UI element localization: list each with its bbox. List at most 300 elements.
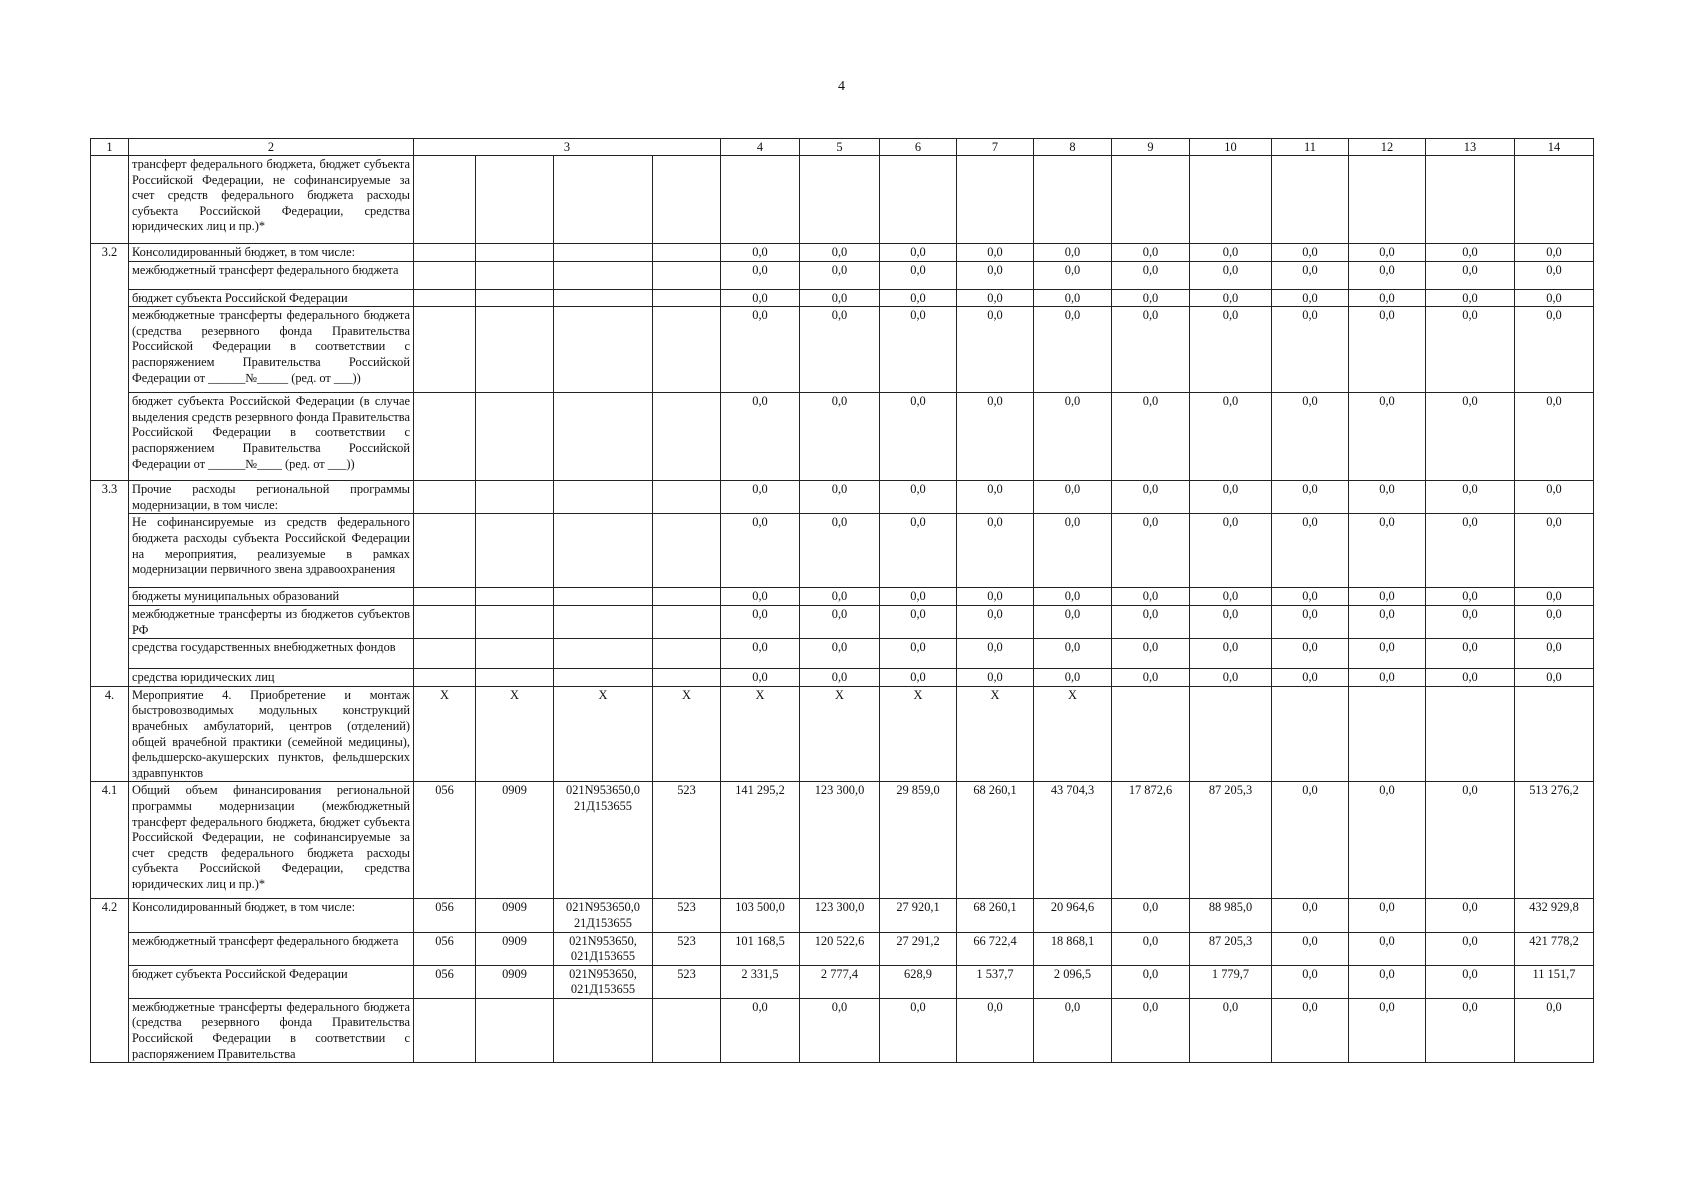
value-cell: 0,0 bbox=[1426, 289, 1515, 307]
budget-code-cell bbox=[554, 514, 653, 588]
value-cell: 2 777,4 bbox=[800, 965, 880, 998]
column-number: 7 bbox=[957, 139, 1034, 156]
value-cell: 0,0 bbox=[1272, 669, 1349, 687]
budget-code-cell: 021N953650, 021Д153655 bbox=[554, 965, 653, 998]
value-cell: 0,0 bbox=[1426, 965, 1515, 998]
table-row bbox=[91, 481, 1594, 514]
budget-code-cell bbox=[476, 289, 554, 307]
budget-code-cell bbox=[476, 669, 554, 687]
column-number: 11 bbox=[1272, 139, 1349, 156]
value-cell bbox=[1349, 686, 1426, 782]
value-cell: 0,0 bbox=[1190, 481, 1272, 514]
value-cell: 0,0 bbox=[800, 244, 880, 262]
budget-code-cell bbox=[476, 481, 554, 514]
row-description: Общий объем финансирования региональной программы модернизации (межбюджетный трансферт федерального бюджета, бюджет субъекта Российской Федерации, не софинансируемые за счет средств федерального бюджета расходы субъекта Российской Федерации, средства юридических лиц и пр.)* bbox=[129, 782, 414, 899]
financing-table bbox=[90, 138, 1594, 1063]
value-cell: 0,0 bbox=[1112, 639, 1190, 669]
value-cell: 0,0 bbox=[1190, 244, 1272, 262]
value-cell: 0,0 bbox=[1349, 932, 1426, 965]
value-cell: 0,0 bbox=[1034, 289, 1112, 307]
table-row bbox=[91, 782, 1594, 899]
budget-code-cell: X bbox=[554, 686, 653, 782]
value-cell: 0,0 bbox=[1112, 514, 1190, 588]
value-cell: 0,0 bbox=[1190, 261, 1272, 289]
budget-code-cell bbox=[554, 393, 653, 481]
value-cell: 0,0 bbox=[1272, 307, 1349, 393]
value-cell bbox=[800, 156, 880, 244]
value-cell: 0,0 bbox=[1034, 307, 1112, 393]
budget-code-cell bbox=[476, 605, 554, 638]
value-cell: 0,0 bbox=[957, 588, 1034, 606]
row-description: межбюджетные трансферты из бюджетов субъектов РФ bbox=[129, 605, 414, 638]
value-cell: 120 522,6 bbox=[800, 932, 880, 965]
value-cell: 0,0 bbox=[1515, 605, 1594, 638]
budget-code-cell: 523 bbox=[653, 899, 721, 932]
value-cell: 0,0 bbox=[1515, 481, 1594, 514]
value-cell: 0,0 bbox=[1034, 393, 1112, 481]
value-cell: 0,0 bbox=[800, 639, 880, 669]
budget-code-cell bbox=[554, 605, 653, 638]
row-number bbox=[91, 156, 129, 244]
value-cell: 0,0 bbox=[1515, 588, 1594, 606]
value-cell: 0,0 bbox=[880, 289, 957, 307]
budget-code-cell bbox=[653, 481, 721, 514]
value-cell: 88 985,0 bbox=[1190, 899, 1272, 932]
value-cell: 123 300,0 bbox=[800, 782, 880, 899]
value-cell: 0,0 bbox=[1426, 605, 1515, 638]
column-number: 6 bbox=[880, 139, 957, 156]
column-number: 2 bbox=[129, 139, 414, 156]
value-cell: 0,0 bbox=[1426, 639, 1515, 669]
value-cell: 0,0 bbox=[1426, 669, 1515, 687]
row-description: Консолидированный бюджет, в том числе: bbox=[129, 899, 414, 932]
budget-code-cell bbox=[653, 588, 721, 606]
value-cell: 18 868,1 bbox=[1034, 932, 1112, 965]
budget-code-cell bbox=[653, 261, 721, 289]
row-description: бюджеты муниципальных образований bbox=[129, 588, 414, 606]
value-cell bbox=[1515, 156, 1594, 244]
value-cell: 0,0 bbox=[880, 514, 957, 588]
row-number: 4. bbox=[91, 686, 129, 782]
value-cell: 0,0 bbox=[957, 639, 1034, 669]
budget-code-cell bbox=[476, 244, 554, 262]
value-cell: 87 205,3 bbox=[1190, 932, 1272, 965]
value-cell: 0,0 bbox=[880, 998, 957, 1062]
value-cell: 0,0 bbox=[1272, 998, 1349, 1062]
row-number: 3.3 bbox=[91, 481, 129, 687]
value-cell: 0,0 bbox=[1112, 588, 1190, 606]
value-cell: 0,0 bbox=[1349, 307, 1426, 393]
value-cell: 0,0 bbox=[1034, 481, 1112, 514]
value-cell: 0,0 bbox=[1426, 899, 1515, 932]
row-description: межбюджетный трансферт федерального бюджета bbox=[129, 932, 414, 965]
budget-code-cell bbox=[653, 639, 721, 669]
value-cell: 0,0 bbox=[721, 639, 800, 669]
budget-code-cell bbox=[414, 605, 476, 638]
value-cell: 0,0 bbox=[1426, 782, 1515, 899]
value-cell: 0,0 bbox=[800, 261, 880, 289]
value-cell: 0,0 bbox=[1349, 669, 1426, 687]
row-description: межбюджетные трансферты федерального бюджета (средства резервного фонда Правительства Российской Федерации в соответствии с распоряжением Правительства Российской Федерации от ______№_____ (ред. от ___)) bbox=[129, 307, 414, 393]
value-cell: 0,0 bbox=[880, 669, 957, 687]
value-cell: 0,0 bbox=[880, 639, 957, 669]
budget-code-cell bbox=[414, 998, 476, 1062]
value-cell: 0,0 bbox=[1034, 588, 1112, 606]
budget-code-cell bbox=[653, 514, 721, 588]
budget-code-cell bbox=[476, 639, 554, 669]
value-cell: 0,0 bbox=[800, 514, 880, 588]
budget-code-cell bbox=[653, 998, 721, 1062]
value-cell: 0,0 bbox=[1272, 514, 1349, 588]
row-description: Не софинансируемые из средств федерального бюджета расходы субъекта Российской Федерации на мероприятия, реализуемые в рамках модернизации первичного звена здравоохранения bbox=[129, 514, 414, 588]
table-row bbox=[91, 669, 1594, 687]
value-cell: 0,0 bbox=[1272, 289, 1349, 307]
value-cell: 68 260,1 bbox=[957, 899, 1034, 932]
table-row bbox=[91, 244, 1594, 262]
value-cell bbox=[1034, 156, 1112, 244]
table-row bbox=[91, 899, 1594, 932]
value-cell: 0,0 bbox=[957, 514, 1034, 588]
value-cell: 0,0 bbox=[800, 998, 880, 1062]
budget-code-cell bbox=[476, 261, 554, 289]
value-cell: 0,0 bbox=[1349, 244, 1426, 262]
budget-code-cell bbox=[554, 156, 653, 244]
table-row bbox=[91, 393, 1594, 481]
value-cell: 68 260,1 bbox=[957, 782, 1034, 899]
budget-code-cell: 523 bbox=[653, 965, 721, 998]
budget-code-cell bbox=[554, 307, 653, 393]
value-cell: 0,0 bbox=[957, 481, 1034, 514]
budget-code-cell bbox=[554, 481, 653, 514]
budget-code-cell bbox=[476, 588, 554, 606]
value-cell bbox=[957, 156, 1034, 244]
value-cell: 0,0 bbox=[1034, 669, 1112, 687]
value-cell: 0,0 bbox=[1426, 244, 1515, 262]
table-row bbox=[91, 261, 1594, 289]
value-cell: X bbox=[1034, 686, 1112, 782]
value-cell: 1 779,7 bbox=[1190, 965, 1272, 998]
value-cell: 0,0 bbox=[1034, 605, 1112, 638]
row-description: бюджет субъекта Российской Федерации bbox=[129, 965, 414, 998]
value-cell: 20 964,6 bbox=[1034, 899, 1112, 932]
table-row bbox=[91, 307, 1594, 393]
value-cell bbox=[1272, 686, 1349, 782]
value-cell bbox=[1112, 156, 1190, 244]
value-cell: 0,0 bbox=[1112, 393, 1190, 481]
budget-code-cell bbox=[414, 307, 476, 393]
value-cell: 0,0 bbox=[1349, 261, 1426, 289]
value-cell: 0,0 bbox=[1349, 605, 1426, 638]
value-cell: 29 859,0 bbox=[880, 782, 957, 899]
value-cell: 0,0 bbox=[1112, 244, 1190, 262]
value-cell bbox=[1349, 156, 1426, 244]
budget-code-cell bbox=[554, 244, 653, 262]
budget-code-cell bbox=[653, 289, 721, 307]
value-cell bbox=[1190, 686, 1272, 782]
row-description: межбюджетные трансферты федерального бюджета (средства резервного фонда Правительства Российской Федерации в соответствии с распоряжением Правительства bbox=[129, 998, 414, 1062]
value-cell: 1 537,7 bbox=[957, 965, 1034, 998]
value-cell: 0,0 bbox=[1190, 639, 1272, 669]
budget-code-cell bbox=[414, 481, 476, 514]
value-cell: 0,0 bbox=[800, 588, 880, 606]
value-cell: 0,0 bbox=[1426, 932, 1515, 965]
column-number: 9 bbox=[1112, 139, 1190, 156]
value-cell: 0,0 bbox=[957, 307, 1034, 393]
value-cell bbox=[1426, 156, 1515, 244]
value-cell: 0,0 bbox=[1349, 782, 1426, 899]
value-cell: 0,0 bbox=[1426, 307, 1515, 393]
value-cell: 101 168,5 bbox=[721, 932, 800, 965]
column-number: 12 bbox=[1349, 139, 1426, 156]
value-cell: X bbox=[957, 686, 1034, 782]
value-cell: 0,0 bbox=[800, 307, 880, 393]
value-cell: 0,0 bbox=[880, 261, 957, 289]
value-cell: 0,0 bbox=[1272, 481, 1349, 514]
budget-code-cell: 0909 bbox=[476, 782, 554, 899]
budget-code-cell bbox=[653, 244, 721, 262]
value-cell bbox=[1515, 686, 1594, 782]
value-cell: 0,0 bbox=[1515, 244, 1594, 262]
budget-code-cell: X bbox=[476, 686, 554, 782]
row-description: Прочие расходы региональной программы модернизации, в том числе: bbox=[129, 481, 414, 514]
value-cell bbox=[1426, 686, 1515, 782]
value-cell: 27 291,2 bbox=[880, 932, 957, 965]
budget-code-cell bbox=[653, 605, 721, 638]
budget-code-cell: 021N953650, 021Д153655 bbox=[554, 932, 653, 965]
value-cell: 0,0 bbox=[1190, 998, 1272, 1062]
value-cell: 0,0 bbox=[1272, 932, 1349, 965]
value-cell: 0,0 bbox=[1426, 514, 1515, 588]
value-cell: 0,0 bbox=[1112, 481, 1190, 514]
value-cell: 0,0 bbox=[721, 307, 800, 393]
table-row bbox=[91, 932, 1594, 965]
value-cell: 0,0 bbox=[721, 244, 800, 262]
budget-code-cell bbox=[653, 156, 721, 244]
value-cell: 0,0 bbox=[1515, 639, 1594, 669]
budget-code-cell bbox=[476, 393, 554, 481]
value-cell: 0,0 bbox=[1034, 639, 1112, 669]
value-cell: 0,0 bbox=[1349, 393, 1426, 481]
value-cell: 0,0 bbox=[1112, 289, 1190, 307]
value-cell: 0,0 bbox=[1426, 588, 1515, 606]
row-description: бюджет субъекта Российской Федерации (в случае выделения средств резервного фонда Правительства Российской Федерации в соответствии с распоряжением Правительства Российской Федерации от ______№____ (ред. от ___)) bbox=[129, 393, 414, 481]
budget-code-cell bbox=[653, 393, 721, 481]
value-cell: 123 300,0 bbox=[800, 899, 880, 932]
table-row bbox=[91, 605, 1594, 638]
value-cell: 0,0 bbox=[1349, 639, 1426, 669]
value-cell: 0,0 bbox=[1034, 998, 1112, 1062]
value-cell: 0,0 bbox=[1190, 307, 1272, 393]
value-cell: 0,0 bbox=[957, 289, 1034, 307]
budget-code-cell bbox=[414, 156, 476, 244]
value-cell: 0,0 bbox=[1190, 289, 1272, 307]
budget-code-cell bbox=[554, 998, 653, 1062]
value-cell: 0,0 bbox=[721, 998, 800, 1062]
value-cell: 0,0 bbox=[1034, 514, 1112, 588]
budget-code-cell: X bbox=[653, 686, 721, 782]
value-cell: 0,0 bbox=[721, 481, 800, 514]
budget-code-cell: 523 bbox=[653, 932, 721, 965]
row-description: Мероприятие 4. Приобретение и монтаж быстровозводимых модульных конструкций врачебных амбулаторий, центров (отделений) общей врачебной практики (семейной медицины), фельдшерско-акушерских пунктов, фельдшерских здравпунктов bbox=[129, 686, 414, 782]
budget-code-cell: 056 bbox=[414, 932, 476, 965]
column-number: 13 bbox=[1426, 139, 1515, 156]
value-cell: 0,0 bbox=[1349, 514, 1426, 588]
column-number: 8 bbox=[1034, 139, 1112, 156]
value-cell: 0,0 bbox=[1349, 289, 1426, 307]
value-cell: 0,0 bbox=[1190, 393, 1272, 481]
column-number: 5 bbox=[800, 139, 880, 156]
budget-code-cell bbox=[653, 669, 721, 687]
budget-code-cell: 056 bbox=[414, 782, 476, 899]
value-cell: 513 276,2 bbox=[1515, 782, 1594, 899]
table-row bbox=[91, 514, 1594, 588]
value-cell: 0,0 bbox=[1515, 393, 1594, 481]
value-cell: 0,0 bbox=[1349, 588, 1426, 606]
value-cell: 0,0 bbox=[1272, 588, 1349, 606]
value-cell: 0,0 bbox=[721, 289, 800, 307]
budget-code-cell bbox=[554, 669, 653, 687]
row-description: бюджет субъекта Российской Федерации bbox=[129, 289, 414, 307]
table-row bbox=[91, 639, 1594, 669]
value-cell: 87 205,3 bbox=[1190, 782, 1272, 899]
value-cell: 421 778,2 bbox=[1515, 932, 1594, 965]
value-cell: 43 704,3 bbox=[1034, 782, 1112, 899]
row-description: Консолидированный бюджет, в том числе: bbox=[129, 244, 414, 262]
value-cell: 0,0 bbox=[1112, 965, 1190, 998]
value-cell: 0,0 bbox=[800, 669, 880, 687]
value-cell bbox=[721, 156, 800, 244]
value-cell: X bbox=[721, 686, 800, 782]
budget-code-cell: 523 bbox=[653, 782, 721, 899]
page-number: 4 bbox=[838, 79, 845, 94]
budget-code-cell: 0909 bbox=[476, 932, 554, 965]
table-row bbox=[91, 998, 1594, 1062]
column-number: 14 bbox=[1515, 139, 1594, 156]
budget-code-cell bbox=[554, 261, 653, 289]
value-cell: 0,0 bbox=[1272, 605, 1349, 638]
budget-code-cell bbox=[476, 998, 554, 1062]
value-cell bbox=[880, 156, 957, 244]
budget-code-cell bbox=[476, 156, 554, 244]
value-cell: 0,0 bbox=[1272, 244, 1349, 262]
value-cell: 103 500,0 bbox=[721, 899, 800, 932]
value-cell: 0,0 bbox=[1349, 899, 1426, 932]
value-cell: 0,0 bbox=[1426, 998, 1515, 1062]
value-cell: 17 872,6 bbox=[1112, 782, 1190, 899]
column-number: 10 bbox=[1190, 139, 1272, 156]
value-cell: 0,0 bbox=[1272, 965, 1349, 998]
value-cell: 0,0 bbox=[880, 307, 957, 393]
budget-code-cell: 021N953650,0 21Д153655 bbox=[554, 899, 653, 932]
budget-code-cell: 0909 bbox=[476, 965, 554, 998]
value-cell: 0,0 bbox=[880, 393, 957, 481]
column-number: 4 bbox=[721, 139, 800, 156]
value-cell: 0,0 bbox=[1515, 289, 1594, 307]
value-cell: 0,0 bbox=[1272, 782, 1349, 899]
value-cell: 0,0 bbox=[957, 393, 1034, 481]
table-row bbox=[91, 686, 1594, 782]
value-cell bbox=[1112, 686, 1190, 782]
value-cell: 0,0 bbox=[800, 289, 880, 307]
value-cell: 0,0 bbox=[1112, 669, 1190, 687]
budget-code-cell bbox=[476, 514, 554, 588]
value-cell: 0,0 bbox=[1349, 965, 1426, 998]
budget-code-cell bbox=[414, 261, 476, 289]
value-cell: 0,0 bbox=[1190, 514, 1272, 588]
value-cell: 0,0 bbox=[1272, 899, 1349, 932]
value-cell: 0,0 bbox=[1112, 998, 1190, 1062]
value-cell: 0,0 bbox=[800, 605, 880, 638]
budget-code-cell bbox=[414, 588, 476, 606]
value-cell: 0,0 bbox=[1515, 307, 1594, 393]
value-cell: X bbox=[800, 686, 880, 782]
budget-code-cell: 0909 bbox=[476, 899, 554, 932]
value-cell: 0,0 bbox=[1515, 261, 1594, 289]
value-cell: 0,0 bbox=[1112, 307, 1190, 393]
budget-code-cell bbox=[414, 669, 476, 687]
value-cell: 0,0 bbox=[880, 588, 957, 606]
value-cell: 0,0 bbox=[957, 998, 1034, 1062]
row-number: 4.2 bbox=[91, 899, 129, 1063]
budget-code-cell bbox=[414, 289, 476, 307]
value-cell: 0,0 bbox=[1112, 605, 1190, 638]
value-cell: 0,0 bbox=[1034, 244, 1112, 262]
value-cell: 0,0 bbox=[1272, 261, 1349, 289]
budget-code-cell bbox=[414, 514, 476, 588]
value-cell: 628,9 bbox=[880, 965, 957, 998]
value-cell: 0,0 bbox=[721, 261, 800, 289]
value-cell: 0,0 bbox=[721, 605, 800, 638]
value-cell: 0,0 bbox=[1426, 393, 1515, 481]
table-row bbox=[91, 156, 1594, 244]
value-cell: 0,0 bbox=[1349, 998, 1426, 1062]
value-cell: 0,0 bbox=[1190, 588, 1272, 606]
budget-code-cell bbox=[414, 244, 476, 262]
value-cell: 27 920,1 bbox=[880, 899, 957, 932]
value-cell: 0,0 bbox=[880, 481, 957, 514]
value-cell: 0,0 bbox=[1034, 261, 1112, 289]
value-cell: 432 929,8 bbox=[1515, 899, 1594, 932]
value-cell: 0,0 bbox=[800, 393, 880, 481]
row-description: средства юридических лиц bbox=[129, 669, 414, 687]
row-description: трансферт федерального бюджета, бюджет субъекта Российской Федерации, не софинансируемые за счет средств федерального бюджета расходы субъекта Российской Федерации, средства юридических лиц и пр.)* bbox=[129, 156, 414, 244]
value-cell: 0,0 bbox=[1426, 481, 1515, 514]
value-cell: 0,0 bbox=[1349, 481, 1426, 514]
value-cell: 0,0 bbox=[957, 244, 1034, 262]
budget-code-cell: 056 bbox=[414, 899, 476, 932]
row-description: межбюджетный трансферт федерального бюджета bbox=[129, 261, 414, 289]
value-cell: 0,0 bbox=[1190, 669, 1272, 687]
value-cell: 0,0 bbox=[1426, 261, 1515, 289]
value-cell: 0,0 bbox=[880, 244, 957, 262]
value-cell: 0,0 bbox=[1112, 261, 1190, 289]
budget-code-cell bbox=[653, 307, 721, 393]
budget-code-cell: X bbox=[414, 686, 476, 782]
value-cell: 0,0 bbox=[1272, 393, 1349, 481]
table-row bbox=[91, 289, 1594, 307]
value-cell bbox=[1190, 156, 1272, 244]
value-cell: 0,0 bbox=[800, 481, 880, 514]
value-cell: 0,0 bbox=[1112, 932, 1190, 965]
budget-code-cell: 056 bbox=[414, 965, 476, 998]
value-cell: 0,0 bbox=[1515, 998, 1594, 1062]
value-cell: 0,0 bbox=[721, 669, 800, 687]
column-number: 1 bbox=[91, 139, 129, 156]
table-row bbox=[91, 588, 1594, 606]
value-cell: 0,0 bbox=[1272, 639, 1349, 669]
row-description: средства государственных внебюджетных фондов bbox=[129, 639, 414, 669]
budget-code-cell bbox=[476, 307, 554, 393]
